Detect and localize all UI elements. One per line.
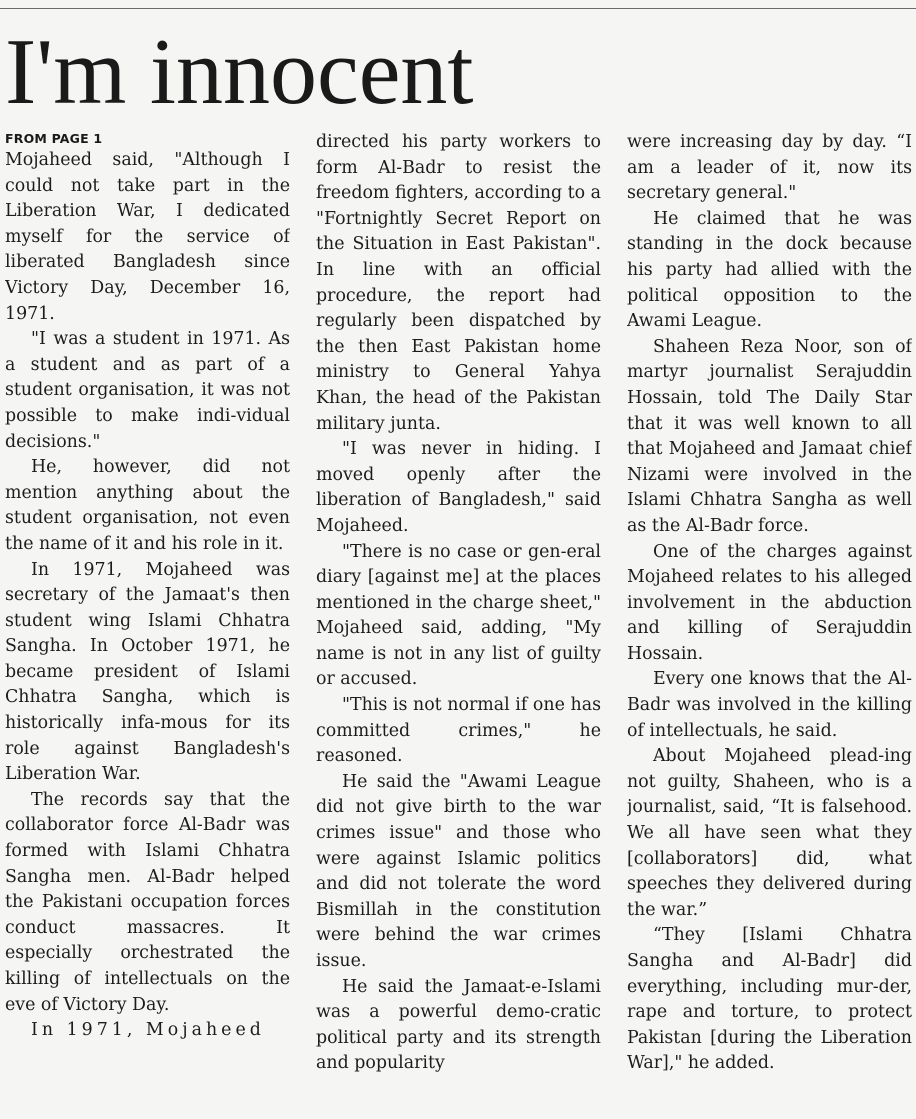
paragraph: "I was a student in 1971. As a student and as part of a student organisation, it was not possible to make indi-vidual decisions." — [5, 329, 290, 452]
column-3 — [627, 130, 912, 1119]
paragraph: "I was never in hiding. I moved openly after the liberation of Bangladesh," said Mojaheed. — [316, 439, 601, 536]
paragraph: Every one knows that the Al-Badr was involved in the killing of intellectuals, he said. — [627, 669, 912, 741]
paragraph: directed his party workers to form Al-Badr to resist the freedom fighters, according to a "Fortnightly Secret Report on the Situation in East Pakistan". In line with an official procedure, the report had regularly been dispatched by the then East Pakistan home ministry to General Yahya Khan, the head of the Pakistan military junta. — [316, 132, 601, 434]
paragraph: “They [Islami Chhatra Sangha and Al-Badr] did everything, including mur-der, rape and torture, to protect Pakistan [during the Liberation War]," he added. — [627, 925, 912, 1074]
paragraph: "This is not normal if one has committed crimes," he reasoned. — [316, 695, 601, 767]
paragraph: were increasing day by day. “I am a leader of it, now its secretary general." — [627, 132, 912, 204]
column-1 — [5, 130, 290, 1119]
paragraph: He said the "Awami League did not give birth to the war crimes issue" and those who were against Islamic politics and did not tolerate the word Bismillah in the constitution were behind the war crimes issue. — [316, 771, 601, 971]
paragraph: The records say that the collaborator force Al-Badr was formed with Islami Chhatra Sangha men. Al-Badr helped the Pakistani occupation forces conduct massacres. It especially orchestrated the killing of intellectuals on the eve of Victory Day. — [5, 789, 290, 1015]
cropped-masthead-strip — [0, 0, 916, 7]
paragraph: He, however, did not mention anything about the student organisation, not even the name of it and his role in it. — [5, 457, 290, 554]
paragraph: He said the Jamaat-e-Islami was a powerful demo-cratic political party and its strength and popularity — [316, 976, 601, 1074]
kicker: FROM PAGE 1 — [5, 131, 103, 146]
paragraph: About Mojaheed plead-ing not guilty, Shaheen, who is a journalist, said, “It is falsehood. We all have seen what they [collaborators] did, what speeches they delivered during the war.” — [627, 746, 912, 920]
column-2 — [316, 130, 601, 1119]
headline: I'm innocent — [5, 20, 474, 124]
paragraph: In 1971, Mojaheed was secretary of the Jamaat's then student wing Islami Chhatra Sangha. In October 1971, he became president of Islami Chhatra Sangha, which is historically infa-mous for its role against Bangladesh's Liberation War. — [5, 559, 290, 785]
paragraph: One of the charges against Mojaheed relates to his alleged involvement in the abduction and killing of Serajuddin Hossain. — [627, 541, 912, 664]
paragraph: "There is no case or gen-eral diary [against me] at the places mentioned in the charge sheet," Mojaheed said, adding, "My name is not in any list of guilty or accused. — [316, 541, 601, 690]
top-rule — [0, 8, 916, 9]
paragraph: Mojaheed said, "Although I could not take part in the Liberation War, I dedicated myself for the service of liberated Bangladesh since Victory Day, December 16, 1971. — [5, 150, 290, 324]
paragraph: He claimed that he was standing in the dock because his party had allied with the political opposition to the Awami League. — [627, 208, 912, 332]
article-body — [5, 130, 911, 1119]
paragraph: In 1971, Mojaheed — [31, 1020, 265, 1041]
paragraph: Shaheen Reza Noor, son of martyr journalist Serajuddin Hossain, told The Daily Star that it was well known to all that Mojaheed and Jamaat chief Nizami were involved in the Islami Chhatra Sangha as well as the Al-Badr force. — [627, 336, 912, 536]
